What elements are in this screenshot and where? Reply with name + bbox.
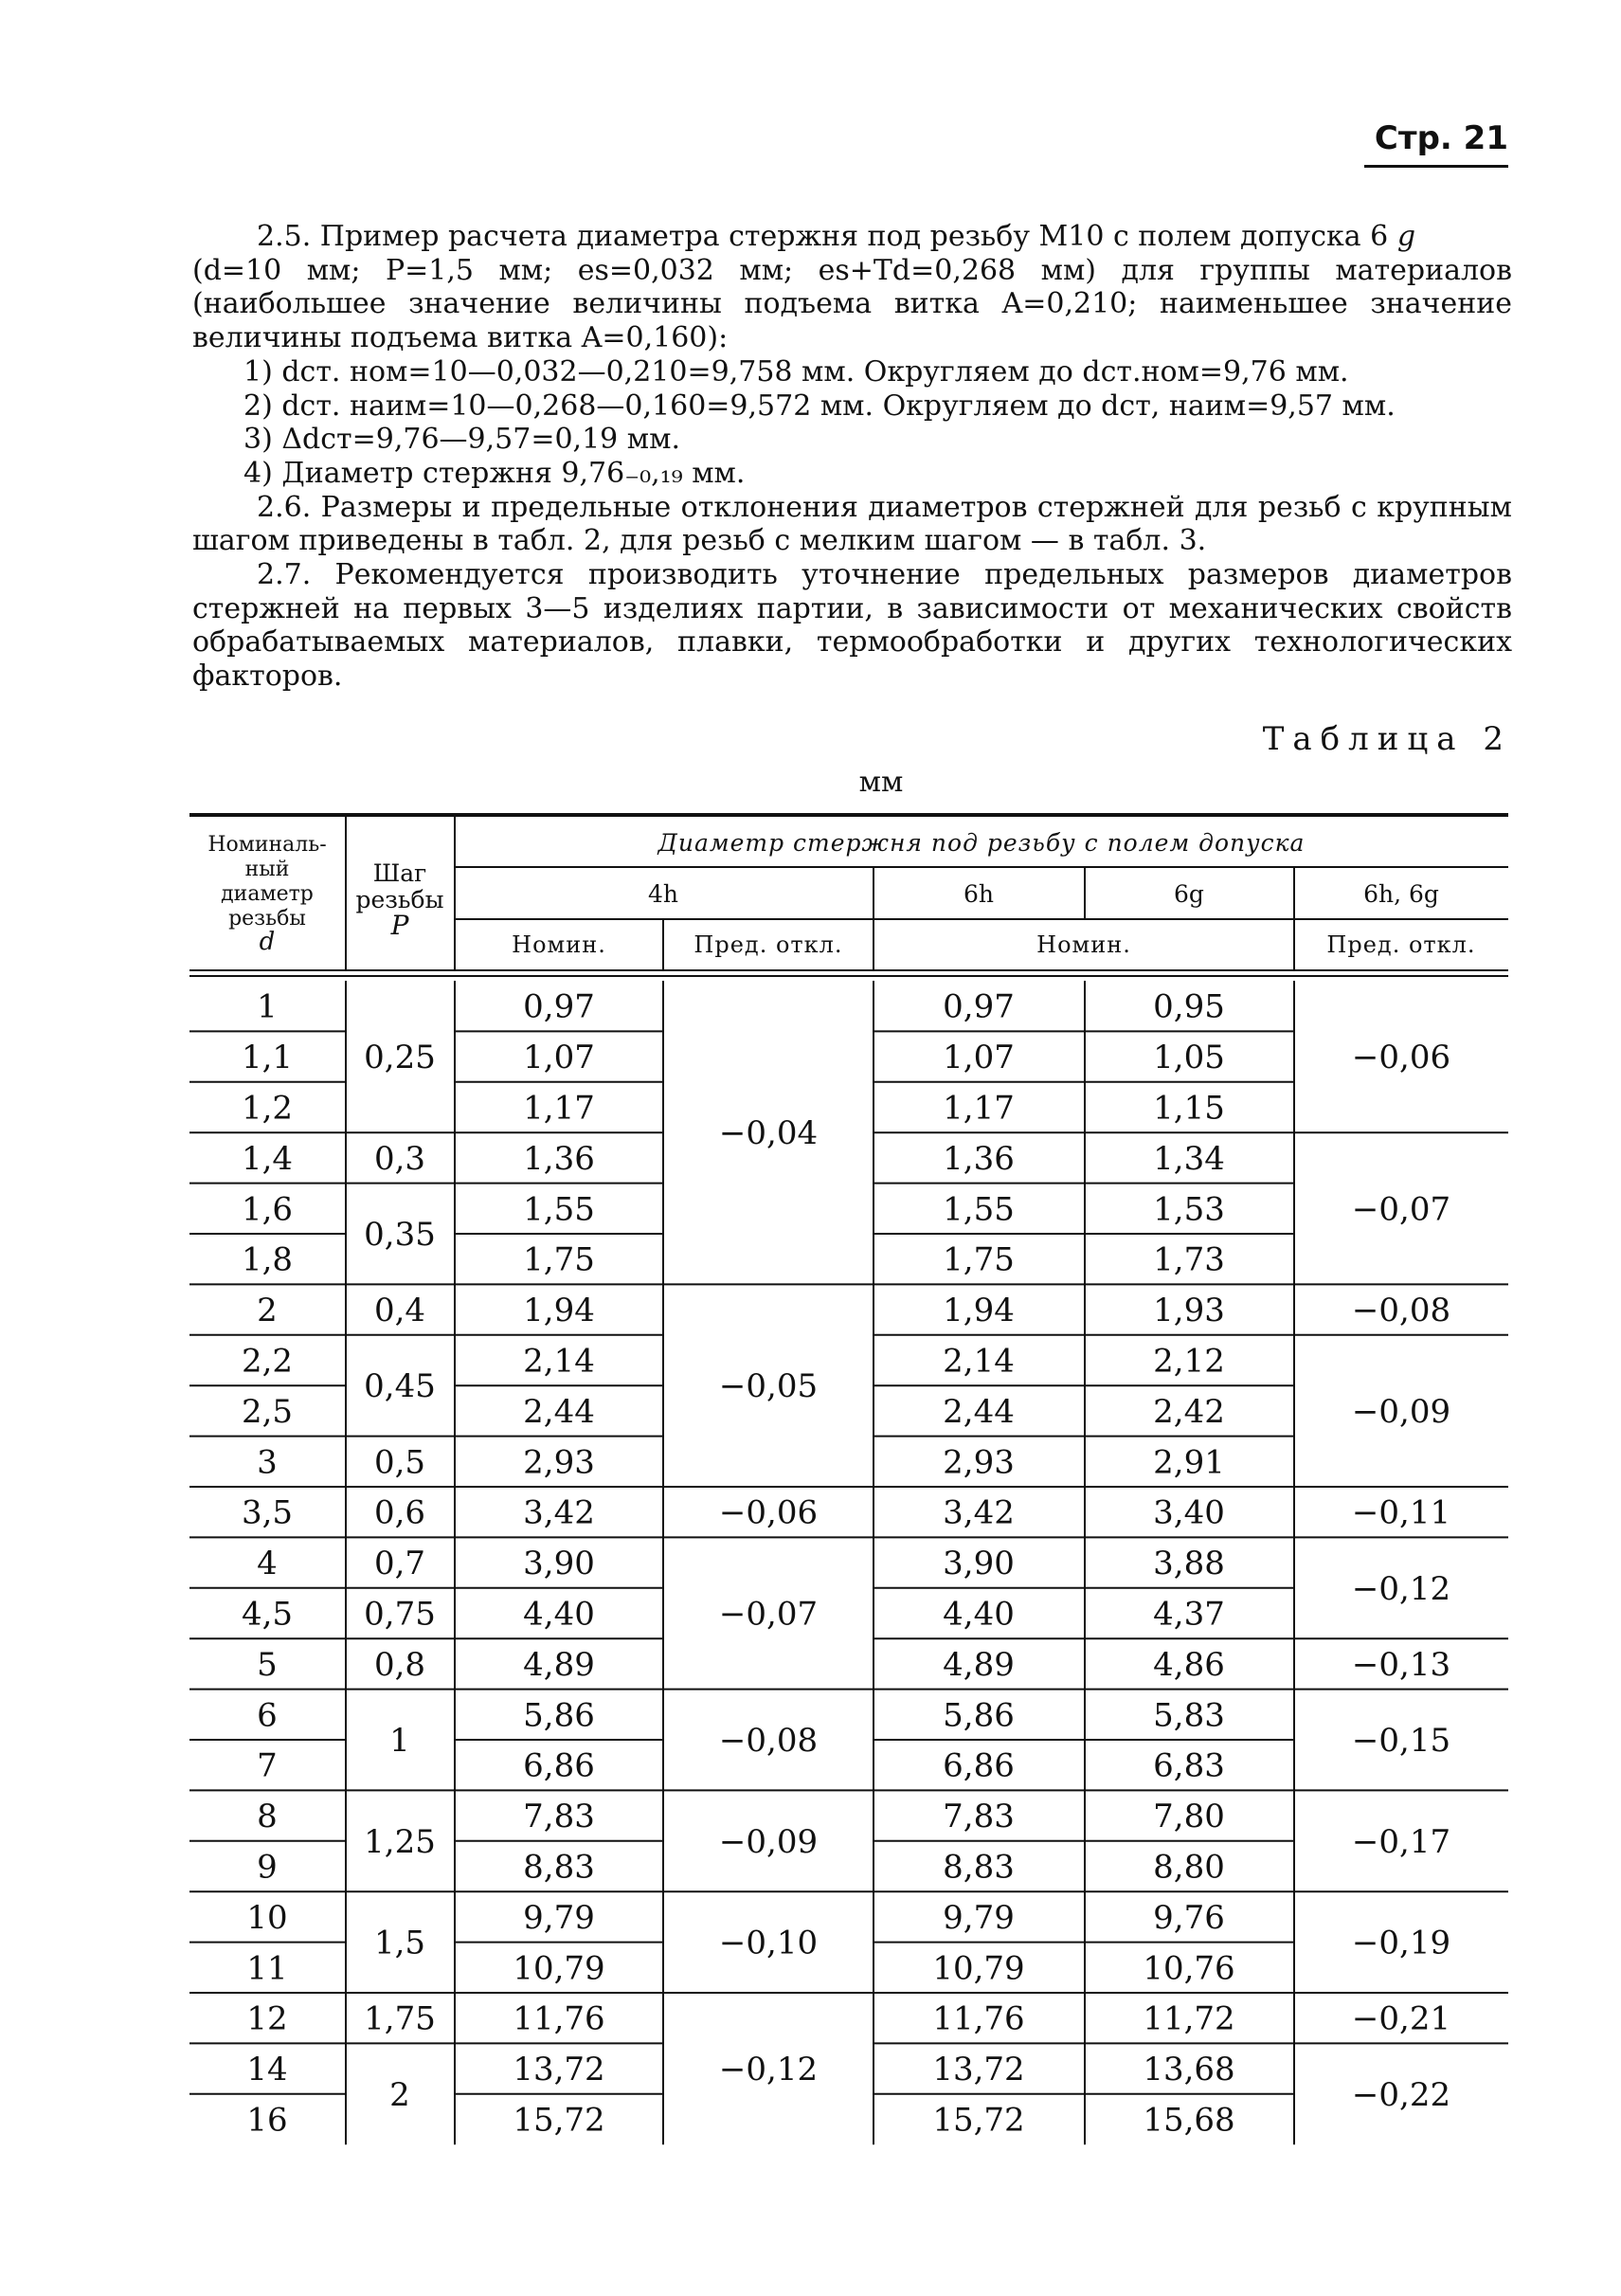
cell-nom-4h-16: 7,83 (523, 1798, 595, 1836)
cell-d-14: 6 (257, 1696, 278, 1735)
cell-nom-4h-7: 2,14 (523, 1342, 595, 1381)
cell-nom-4h-3: 1,36 (523, 1139, 595, 1178)
cell-nom-4h-12: 4,40 (523, 1595, 595, 1634)
cell-d-12: 4,5 (241, 1595, 294, 1634)
cell-nom-4h-6: 1,94 (523, 1292, 595, 1330)
cell-nom-6h-15: 6,86 (943, 1746, 1015, 1785)
header-nominal-diameter-1: ный (244, 858, 290, 881)
table-title: Таблица 2 (1262, 720, 1512, 758)
cell-dev-6h-6g-1: −0,07 (1351, 1190, 1451, 1229)
cell-pitch-6: 0,6 (373, 1493, 426, 1532)
cell-nom-4h-19: 10,79 (513, 1949, 605, 1988)
cell-d-5: 1,8 (241, 1240, 294, 1279)
header-group: Диаметр стержня под резьбу с полем допуска (657, 829, 1306, 857)
header-nomin-6h-6g: Номин. (1036, 931, 1131, 958)
cell-nom-6g-10: 3,40 (1153, 1493, 1225, 1532)
cell-nom-6h-13: 4,89 (943, 1645, 1015, 1684)
cell-nom-4h-10: 3,42 (523, 1493, 595, 1532)
step-3: 3) Δdст=9,76—9,57=0,19 мм. (243, 423, 681, 457)
cell-nom-6g-0: 0,95 (1153, 987, 1225, 1026)
cell-dev-6h-6g-7: −0,15 (1351, 1722, 1451, 1760)
cell-nom-4h-20: 11,76 (513, 1999, 605, 2038)
cell-nom-6h-10: 3,42 (943, 1493, 1015, 1532)
cell-dev-4h-3: −0,07 (718, 1595, 819, 1634)
cell-nom-6h-2: 1,17 (943, 1089, 1015, 1128)
cell-nom-4h-15: 6,86 (523, 1746, 595, 1785)
cell-nom-6h-0: 0,97 (943, 987, 1015, 1026)
cell-d-20: 12 (246, 1999, 288, 2038)
cell-dev-6h-6g-9: −0,19 (1351, 1924, 1451, 1962)
header-nominal-diameter-3: резьбы (228, 907, 306, 931)
cell-pitch-10: 1 (389, 1722, 410, 1760)
cell-d-0: 1 (257, 987, 278, 1026)
cell-d-1: 1,1 (241, 1039, 294, 1077)
p25-g: g (1396, 220, 1416, 253)
cell-pitch-9: 0,8 (373, 1645, 426, 1684)
cell-nom-6g-12: 4,37 (1153, 1595, 1225, 1634)
header-tol-6h-6g: 6h, 6g (1363, 880, 1439, 908)
cell-d-19: 11 (246, 1949, 288, 1988)
cell-dev-6h-6g-2: −0,08 (1351, 1292, 1451, 1330)
cell-dev-6h-6g-6: −0,13 (1351, 1645, 1451, 1684)
cell-d-13: 5 (257, 1645, 278, 1684)
cell-pitch-7: 0,7 (373, 1545, 426, 1583)
cell-nom-4h-11: 3,90 (523, 1545, 595, 1583)
cell-nom-6h-9: 2,93 (943, 1443, 1015, 1482)
cell-nom-4h-9: 2,93 (523, 1443, 595, 1482)
cell-nom-4h-18: 9,79 (523, 1898, 595, 1937)
cell-nom-4h-2: 1,17 (523, 1089, 595, 1128)
cell-dev-6h-6g-3: −0,09 (1351, 1392, 1451, 1431)
cell-pitch-0: 0,25 (364, 1039, 436, 1077)
cell-d-2: 1,2 (241, 1089, 294, 1128)
header-pred-otkl-4h: Пред. откл. (693, 931, 843, 958)
header-pitch-1: резьбы (355, 886, 444, 913)
cell-nom-6g-3: 1,34 (1153, 1139, 1225, 1178)
cell-pitch-12: 1,5 (373, 1924, 426, 1962)
header-tol-6g: 6g (1174, 880, 1204, 908)
paragraph-2-6: 2.6. Размеры и предельные отклонения диаметров стержней для резьб с крупным шагом приведены в табл. 2, для резьб с мелким шагом — в табл. 3. (192, 490, 1512, 558)
cell-pitch-5: 0,5 (373, 1443, 426, 1482)
cell-pitch-1: 0,3 (373, 1139, 426, 1178)
cell-dev-4h-2: −0,06 (718, 1493, 819, 1532)
cell-nom-4h-4: 1,55 (523, 1190, 595, 1229)
cell-nom-6g-22: 15,68 (1143, 2101, 1235, 2140)
cell-d-6: 2 (257, 1292, 278, 1330)
cell-d-17: 9 (257, 1848, 278, 1887)
cell-d-3: 1,4 (241, 1139, 294, 1178)
cell-nom-4h-13: 4,89 (523, 1645, 595, 1684)
cell-d-4: 1,6 (241, 1190, 294, 1229)
header-pitch-2: P (390, 910, 409, 941)
cell-nom-6g-21: 13,68 (1143, 2051, 1235, 2089)
cell-nom-6g-13: 4,86 (1153, 1645, 1225, 1684)
header-nominal-diameter-4: d (259, 928, 276, 956)
cell-d-10: 3,5 (241, 1493, 294, 1532)
p25-head-text: 2.5. Пример расчета диаметра стержня под резьбу М10 с полем допуска 6 (257, 220, 1389, 253)
cell-nom-6g-1: 1,05 (1153, 1039, 1225, 1077)
cell-dev-4h-1: −0,05 (718, 1367, 819, 1406)
cell-nom-4h-1: 1,07 (523, 1039, 595, 1077)
cell-nom-4h-17: 8,83 (523, 1848, 595, 1887)
cell-dev-6h-6g-8: −0,17 (1351, 1822, 1451, 1861)
cell-nom-6g-17: 8,80 (1153, 1848, 1225, 1887)
cell-nom-6g-20: 11,72 (1143, 1999, 1235, 2038)
header-tol-4h: 4h (647, 880, 679, 908)
cell-dev-4h-6: −0,10 (718, 1924, 819, 1962)
page-number-header: Стр. 21 (1364, 119, 1508, 168)
cell-pitch-13: 1,75 (364, 1999, 436, 2038)
cell-nom-6h-8: 2,44 (943, 1392, 1015, 1431)
cell-nom-6h-4: 1,55 (943, 1190, 1015, 1229)
step-4: 4) Диаметр стержня 9,76₋₀,₁₉ мм. (243, 456, 746, 490)
cell-nom-6h-3: 1,36 (943, 1139, 1015, 1178)
cell-dev-4h-5: −0,09 (718, 1822, 819, 1861)
cell-nom-6g-7: 2,12 (1153, 1342, 1225, 1381)
cell-nom-6h-5: 1,75 (943, 1240, 1015, 1279)
cell-pitch-4: 0,45 (364, 1367, 436, 1406)
cell-nom-6g-2: 1,15 (1153, 1089, 1225, 1128)
cell-nom-6g-15: 6,83 (1153, 1746, 1225, 1785)
cell-nom-6g-9: 2,91 (1153, 1443, 1225, 1482)
header-tol-6h: 6h (963, 880, 995, 908)
cell-d-9: 3 (257, 1443, 278, 1482)
cell-nom-6h-14: 5,86 (943, 1696, 1015, 1735)
cell-d-18: 10 (246, 1898, 288, 1937)
paragraph-2-7: 2.7. Рекомендуется производить уточнение предельных размеров диаметров стержней на первых 3—5 изделиях партии, в зависимости от механических свойств обрабатываемых материалов, плавки, термообработки и других технологических факторов. (192, 558, 1512, 694)
step-2: 2) dст. наим=10—0,268—0,160=9,572 мм. Округляем до dст, наим=9,57 мм. (243, 389, 1396, 423)
cell-nom-6h-22: 15,72 (932, 2101, 1025, 2140)
cell-pitch-8: 0,75 (364, 1595, 436, 1634)
cell-pitch-14: 2 (389, 2075, 410, 2114)
cell-nom-4h-22: 15,72 (513, 2101, 605, 2140)
header-nominal-diameter-0: Номиналь- (207, 833, 327, 857)
header-pitch-0: Шаг (372, 859, 427, 887)
cell-d-22: 16 (246, 2101, 288, 2140)
cell-nom-6g-5: 1,73 (1153, 1240, 1225, 1279)
cell-nom-6h-1: 1,07 (943, 1039, 1015, 1077)
cell-pitch-2: 0,35 (364, 1216, 436, 1254)
cell-nom-6g-14: 5,83 (1153, 1696, 1225, 1735)
cell-d-21: 14 (246, 2051, 288, 2089)
cell-nom-6h-17: 8,83 (943, 1848, 1015, 1887)
cell-d-8: 2,5 (241, 1392, 294, 1431)
header-nominal-diameter-2: диаметр (221, 882, 314, 906)
cell-nom-6h-21: 13,72 (932, 2051, 1025, 2089)
cell-d-15: 7 (257, 1746, 278, 1785)
cell-nom-6g-16: 7,80 (1153, 1798, 1225, 1836)
cell-nom-4h-21: 13,72 (513, 2051, 605, 2089)
cell-d-11: 4 (257, 1545, 278, 1583)
cell-nom-4h-8: 2,44 (523, 1392, 595, 1431)
cell-dev-6h-6g-0: −0,06 (1351, 1039, 1451, 1077)
cell-nom-6g-4: 1,53 (1153, 1190, 1225, 1229)
cell-dev-6h-6g-5: −0,12 (1351, 1569, 1451, 1608)
cell-dev-6h-6g-11: −0,22 (1351, 2075, 1451, 2114)
table-units: мм (858, 766, 904, 799)
header-nomin-4h: Номин. (512, 931, 606, 958)
cell-nom-6h-11: 3,90 (943, 1545, 1015, 1583)
cell-nom-6g-8: 2,42 (1153, 1392, 1225, 1431)
cell-dev-6h-6g-10: −0,21 (1351, 1999, 1451, 2038)
cell-nom-6g-11: 3,88 (1153, 1545, 1225, 1583)
cell-nom-6h-6: 1,94 (943, 1292, 1015, 1330)
cell-nom-4h-0: 0,97 (523, 987, 595, 1026)
cell-dev-4h-7: −0,12 (718, 2051, 819, 2089)
cell-nom-6h-16: 7,83 (943, 1798, 1015, 1836)
header-pred-otkl-6h-6g: Пред. откл. (1326, 931, 1476, 958)
cell-nom-4h-14: 5,86 (523, 1696, 595, 1735)
cell-d-16: 8 (257, 1798, 278, 1836)
cell-nom-6g-6: 1,93 (1153, 1292, 1225, 1330)
cell-d-7: 2,2 (241, 1342, 294, 1381)
cell-nom-6h-18: 9,79 (943, 1898, 1015, 1937)
cell-dev-4h-0: −0,04 (718, 1114, 819, 1153)
cell-dev-4h-4: −0,08 (718, 1722, 819, 1760)
cell-nom-6h-20: 11,76 (932, 1999, 1025, 2038)
cell-dev-6h-6g-4: −0,11 (1351, 1493, 1451, 1532)
cell-nom-4h-5: 1,75 (523, 1240, 595, 1279)
cell-nom-6g-19: 10,76 (1143, 1949, 1235, 1988)
cell-nom-6h-19: 10,79 (932, 1949, 1025, 1988)
cell-pitch-11: 1,25 (364, 1822, 436, 1861)
cell-pitch-3: 0,4 (373, 1292, 426, 1330)
cell-nom-6g-18: 9,76 (1153, 1898, 1225, 1937)
cell-nom-6h-12: 4,40 (943, 1595, 1015, 1634)
paragraph-2-5-body: (d=10 мм; P=1,5 мм; es=0,032 мм; es+Td=0,268 мм) для группы материалов (наибольшее значение величины подъема витка A=0,210; наименьшее значение величины подъема витка A=0,160): (192, 253, 1512, 355)
step-1: 1) dст. ном=10—0,032—0,210=9,758 мм. Округляем до dст.ном=9,76 мм. (243, 354, 1349, 389)
cell-nom-6h-7: 2,14 (943, 1342, 1015, 1381)
